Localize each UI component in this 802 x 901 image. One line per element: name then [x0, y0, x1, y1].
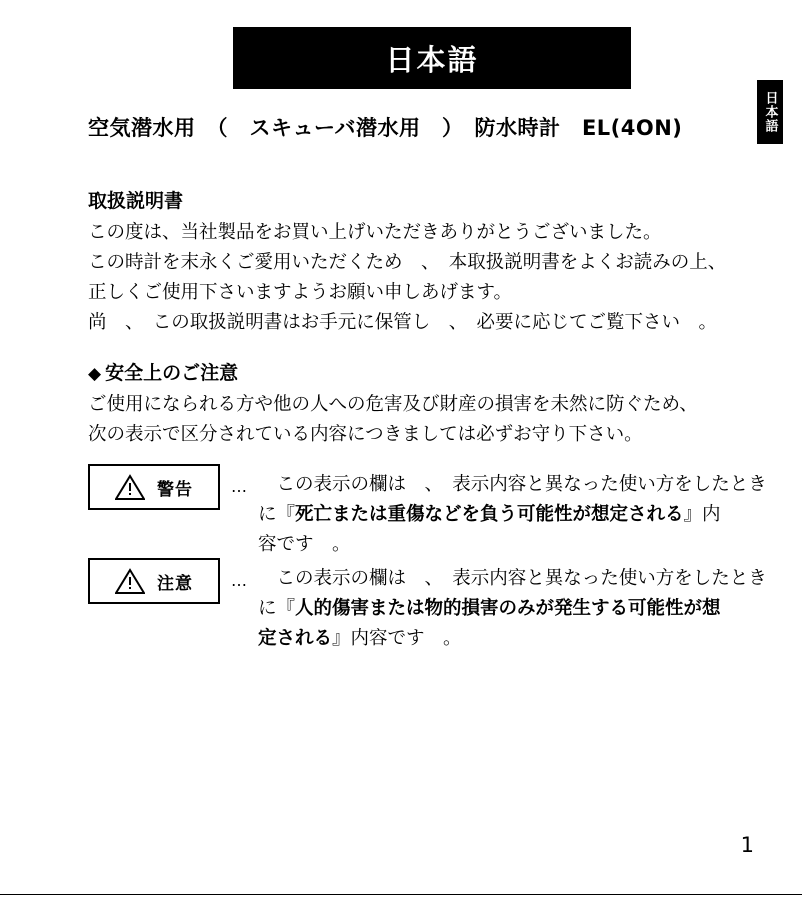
page-bottom-rule: [0, 894, 802, 895]
manual-line: 正しくご使用下さいますようお願い申しあげます。: [88, 282, 513, 303]
warning-text-line: [258, 500, 767, 530]
safety-body: [88, 390, 788, 450]
warning-text: [258, 464, 767, 560]
warning-text-bold: 死亡または重傷などを負う可能性が想定される: [295, 504, 684, 525]
warning-triangle-icon: [115, 568, 145, 594]
warning-label-box: [88, 464, 220, 510]
caution-text-line: [258, 624, 767, 654]
manual-line: 尚 、 この取扱説明書はお手元に保管し 、 必要に応じてご覧下さい 。: [88, 312, 718, 333]
caution-text: [258, 558, 767, 654]
caution-text-bold: 人的傷害または物的損害のみが発生する可能性が想: [295, 598, 721, 619]
side-language-tab-label: 日本語: [762, 91, 778, 133]
warning-dots: …: [231, 477, 247, 496]
page-title-banner: [233, 27, 631, 89]
manual-line: この時計を末永くご愛用いただくため 、 本取扱説明書をよくお読みの上、: [88, 252, 727, 273]
warning-text-suffix: 』内: [683, 504, 721, 525]
warning-notice-row: [88, 464, 767, 560]
warning-text-line: この表示の欄は 、 表示内容と異なった使い方をしたとき: [258, 474, 767, 495]
page-number: 1: [740, 833, 754, 857]
caution-text-prefix: に『: [258, 598, 296, 619]
warning-text-line: 容です 。: [258, 534, 351, 555]
safety-line: ご使用になられる方や他の人への危害及び財産の損害を未然に防ぐため、: [88, 394, 698, 415]
caution-text-line: [258, 594, 767, 624]
product-title: 空気潜水用 （ スキューバ潜水用 ） 防水時計 EL(4ON): [88, 116, 683, 140]
caution-label-box: [88, 558, 220, 604]
warning-label: 警告: [157, 479, 193, 500]
caution-notice-row: [88, 558, 767, 654]
manual-body: [88, 218, 788, 338]
caution-dots: …: [231, 571, 247, 590]
manual-line: この度は、当社製品をお買い上げいただきありがとうございました。: [88, 222, 662, 243]
safety-heading: [88, 358, 238, 385]
caution-text-suffix: 』内容です 。: [332, 628, 462, 649]
caution-label: 注意: [157, 573, 193, 594]
diamond-icon: ◆: [88, 364, 102, 384]
side-language-tab: [757, 80, 783, 144]
warning-text-prefix: に『: [258, 504, 296, 525]
manual-heading: 取扱説明書: [88, 190, 184, 212]
safety-line: 次の表示で区分されている内容につきましては必ずお守り下さい。: [88, 424, 643, 445]
caution-text-line: この表示の欄は 、 表示内容と異なった使い方をしたとき: [258, 568, 767, 589]
safety-heading-label: 安全上のご注意: [105, 362, 239, 384]
page-title: 日本語: [385, 42, 479, 77]
warning-triangle-icon: [115, 474, 145, 500]
caution-text-bold: 定される: [258, 628, 333, 649]
